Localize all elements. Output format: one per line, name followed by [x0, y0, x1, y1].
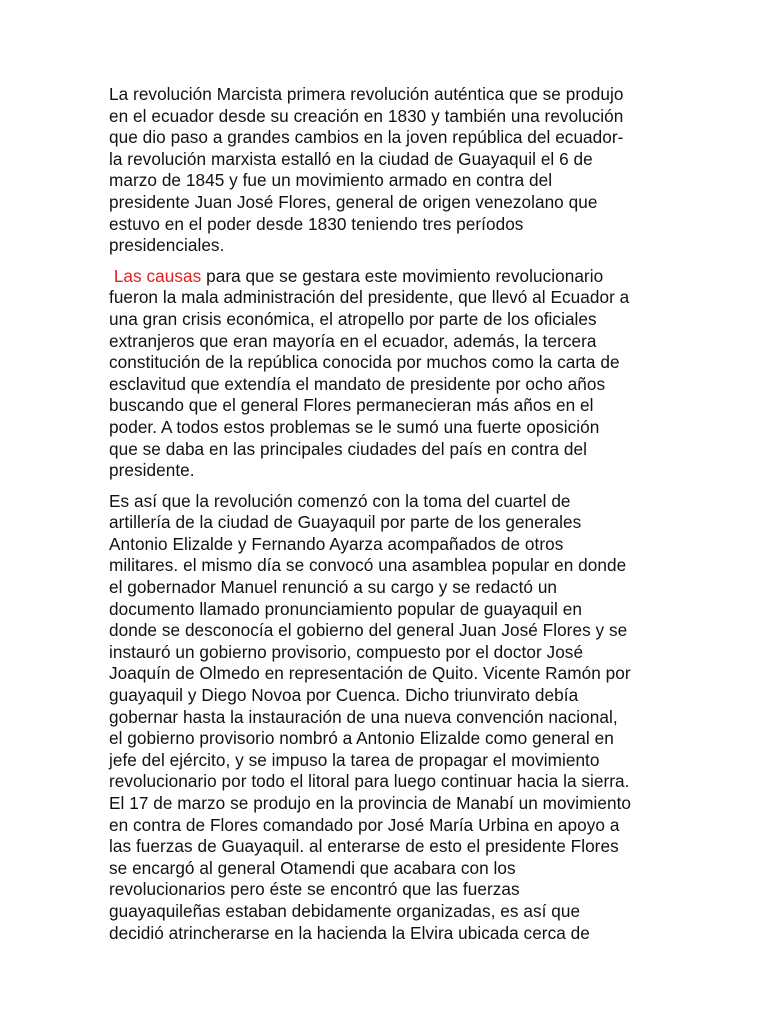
text-line-rest: para que se gestara este movimiento revolucionario: [201, 265, 604, 286]
text-line: jefe del ejército, y se impuso la tarea de propagar el movimiento: [109, 749, 600, 770]
text-line: revolucionario por todo el litoral para luego continuar hacia la sierra.: [109, 771, 630, 792]
text-line: donde se desconocía el gobierno del general Juan José Flores y se: [109, 620, 628, 641]
text-line: fueron la mala administración del presidente, que llevó al Ecuador a: [109, 287, 630, 308]
text-line: estuvo en el poder desde 1830 teniendo tres períodos: [109, 213, 524, 234]
text-line: documento llamado pronunciamiento popular de guayaquil en: [109, 598, 582, 619]
text-line: guayaquileñas estaban debidamente organizadas, es así que: [109, 900, 581, 921]
document-body: [109, 84, 654, 953]
text-line: presidenciales.: [109, 235, 225, 256]
text-line: Antonio Elizalde y Fernando Ayarza acompañados de otros: [109, 533, 564, 554]
text-line: extranjeros que eran mayoría en el ecuador, además, la tercera: [109, 330, 597, 351]
text-line: que dio paso a grandes cambios en la joven república del ecuador-: [109, 127, 624, 148]
text-line: instauró un gobierno provisorio, compuesto por el doctor José: [109, 641, 584, 662]
paragraph-causes: [109, 266, 654, 482]
causes-highlight: Las causas: [113, 265, 202, 286]
text-line: el gobernador Manuel renunció a su cargo y se redactó un: [109, 577, 558, 598]
text-line: El 17 de marzo se produjo en la provincia de Manabí un movimiento: [109, 793, 632, 813]
text-line: esclavitud que extendía el mandato de presidente por ocho años: [109, 373, 606, 394]
text-line: Joaquín de Olmedo en representación de Quito. Vicente Ramón por: [109, 663, 631, 684]
text-line: revolucionarios pero éste se encontró que las fuerzas: [109, 879, 520, 900]
text-line: las fuerzas de Guayaquil. al enterarse de esto el presidente Flores: [109, 836, 619, 857]
text-line: militares. el mismo día se convocó una asamblea popular en donde: [109, 555, 627, 576]
text-line: la revolución marxista estalló en la ciudad de Guayaquil el 6 de: [109, 148, 593, 169]
text-line: marzo de 1845 y fue un movimiento armado en contra del: [109, 170, 553, 191]
text-line: en el ecuador desde su creación en 1830 y también una revolución: [109, 105, 624, 126]
text-line: constitución de la república conocida por muchos como la carta de: [109, 352, 620, 373]
text-line: guayaquil y Diego Novoa por Cuenca. Dicho triunvirato debía: [109, 685, 579, 706]
text-line: decidió atrincherarse en la hacienda la Elvira ubicada cerca de: [109, 922, 590, 943]
text-line: poder. A todos estos problemas se le sumó una fuerte oposición: [109, 416, 600, 437]
text-line: una gran crisis económica, el atropello por parte de los oficiales: [109, 308, 597, 329]
paragraph-intro: [109, 84, 654, 257]
text-line: [109, 266, 654, 288]
text-line: que se daba en las principales ciudades del país en contra del: [109, 438, 587, 459]
text-line: artillería de la ciudad de Guayaquil por parte de los generales: [109, 512, 582, 533]
text-line: se encargó al general Otamendi que acabara con los: [109, 857, 516, 878]
text-line: el gobierno provisorio nombró a Antonio Elizalde como general en: [109, 728, 614, 749]
text-line: gobernar hasta la instauración de una nueva convención nacional,: [109, 706, 618, 727]
text-line: en contra de Flores comandado por José María Urbina en apoyo a: [109, 814, 620, 835]
text-line: presidente Juan José Flores, general de origen venezolano que: [109, 191, 598, 212]
text-line: La revolución Marcista primera revolución auténtica que se produjo: [109, 84, 624, 104]
text-line: buscando que el general Flores permanecieran más años en el: [109, 395, 594, 416]
text-line: presidente.: [109, 460, 195, 481]
paragraph-revolution: [109, 491, 654, 944]
text-line: Es así que la revolución comenzó con la toma del cuartel de: [109, 490, 571, 511]
